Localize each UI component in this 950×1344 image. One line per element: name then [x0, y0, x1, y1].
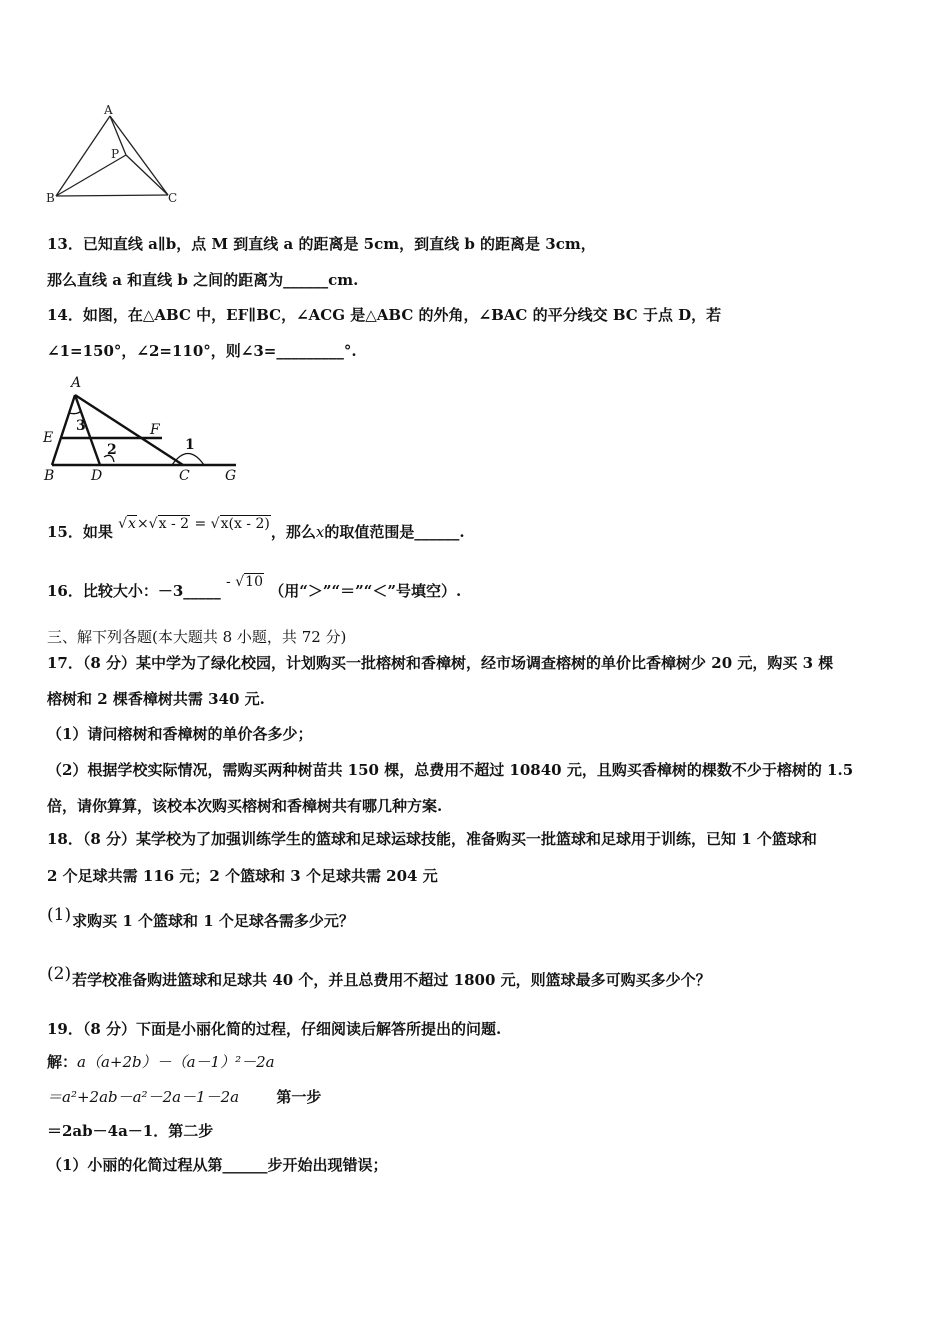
q19-step1-expr: ＝a²+2ab－a²－2a－1－2a: [47, 1088, 240, 1106]
q15-equals: =: [194, 516, 207, 532]
section-3-heading: 三、解下列各题(本大题共 8 小题，共 72 分): [47, 628, 347, 646]
label-c: C: [168, 191, 178, 205]
q15-radicand-2: x - 2: [158, 516, 190, 532]
triangle-ef-parallel-figure: [40, 370, 250, 485]
q13-line2: 那么直线 a 和直线 b 之间的距离为______cm.: [47, 271, 359, 289]
q19-solution-label: 解：: [47, 1053, 78, 1071]
q19-line1: 19．（8 分）下面是小丽化简的过程，仔细阅读后解答所提出的问题.: [47, 1020, 502, 1038]
q15-line: [47, 516, 465, 543]
edge-ab: [52, 395, 75, 465]
q13-line1: 13．已知直线 a∥b，点 M 到直线 a 的距离是 5cm，到直线 b 的距离是 3cm，: [47, 235, 596, 253]
q18-part1-text: 求购买 1 个篮球和 1 个足球各需多少元？: [72, 912, 354, 930]
label-g: G: [225, 468, 237, 484]
q15-equation: √x×√x - 2 = √x(x - 2): [118, 516, 270, 532]
q18-part1: [47, 905, 354, 931]
edge-ab: [56, 116, 110, 196]
angle-label-1: 1: [185, 437, 195, 453]
q18-line1: 18．（8 分）某学校为了加强训练学生的篮球和足球运球技能，准备购买一批篮球和足球用于训练，已知 1 个篮球和: [47, 830, 817, 848]
q19-part1: （1）小丽的化简过程从第______步开始出现错误；: [47, 1156, 388, 1174]
label-f: F: [150, 422, 160, 438]
q18-part1-number: (1): [47, 905, 72, 925]
q19-step2: ＝2ab－4a－1．第二步: [47, 1122, 214, 1140]
label-a: A: [71, 375, 82, 391]
q19-solution-expr: a（a+2b）－（a－1）²－2a: [77, 1053, 275, 1071]
q18-part2-number: (2): [47, 964, 72, 984]
label-p: P: [111, 147, 120, 161]
q17-part2-line2: 倍，请你算算，该校本次购买榕树和香樟树共有哪几种方案.: [47, 797, 443, 815]
edge-bp: [56, 155, 126, 196]
label-c: C: [179, 468, 190, 484]
edge-bc: [56, 195, 168, 196]
label-d: D: [91, 468, 103, 484]
q16-minus: -: [226, 574, 231, 590]
q18-part2: [47, 964, 711, 990]
angle-1-arc: [172, 454, 204, 466]
q15-radicand-3: x(x - 2): [220, 516, 270, 532]
triangle-abp-figure: [40, 100, 190, 210]
q16-line: [47, 574, 462, 602]
label-a: A: [104, 103, 113, 117]
q19-step1-label: 第一步: [276, 1088, 322, 1106]
angle-label-3: 3: [76, 418, 86, 434]
label-b: B: [44, 468, 55, 484]
q19-solution: [47, 1052, 275, 1072]
label-b: B: [46, 191, 55, 205]
q15-mid: ，那么: [270, 523, 316, 541]
q17-line1: 17．（8 分）某中学为了绿化校园，计划购买一批榕树和香樟树，经市场调查榕树的单价比香樟树少 20 元，购买 3 棵: [47, 654, 834, 672]
q15-prefix: 15．如果: [47, 523, 113, 541]
q15-radicand-1: x: [128, 516, 136, 532]
q16-prefix: 16．比较大小：－3_____: [47, 582, 221, 600]
edge-ac: [75, 395, 183, 465]
q14-line1: 14．如图，在△ABC 中，EF∥BC，∠ACG 是△ABC 的外角，∠BAC 的平分线交 BC 于点 D，若: [47, 306, 722, 324]
q15-var: x: [315, 523, 325, 541]
q19-step1: [47, 1087, 321, 1107]
q15-suffix: 的取值范围是______.: [324, 523, 465, 541]
edge-pc: [126, 155, 168, 195]
angle-label-2: 2: [107, 442, 117, 458]
q17-part2-line1: （2）根据学校实际情况，需购买两种树苗共 150 棵，总费用不超过 10840 元，且购买香樟树的棵数不少于榕树的 1.5: [47, 761, 854, 779]
q15-times: ×: [136, 516, 149, 532]
q14-line2: ∠1=150°，∠2=110°，则∠3=_________°.: [47, 342, 357, 360]
q16-radical: - √10: [226, 574, 263, 590]
label-e: E: [43, 430, 54, 446]
q18-line2: 2 个足球共需 116 元；2 个篮球和 3 个足球共需 204 元: [47, 867, 438, 885]
q17-part1: （1）请问榕树和香樟树的单价各多少；: [47, 725, 313, 743]
q16-suffix: （用“＞”“＝”“＜”号填空）.: [269, 582, 462, 600]
q17-line2: 榕树和 2 棵香樟树共需 340 元.: [47, 690, 265, 708]
q18-part2-text: 若学校准备购进篮球和足球共 40 个，并且总费用不超过 1800 元，则篮球最多可购买多少个？: [72, 971, 711, 989]
q16-radicand: 10: [245, 574, 263, 590]
